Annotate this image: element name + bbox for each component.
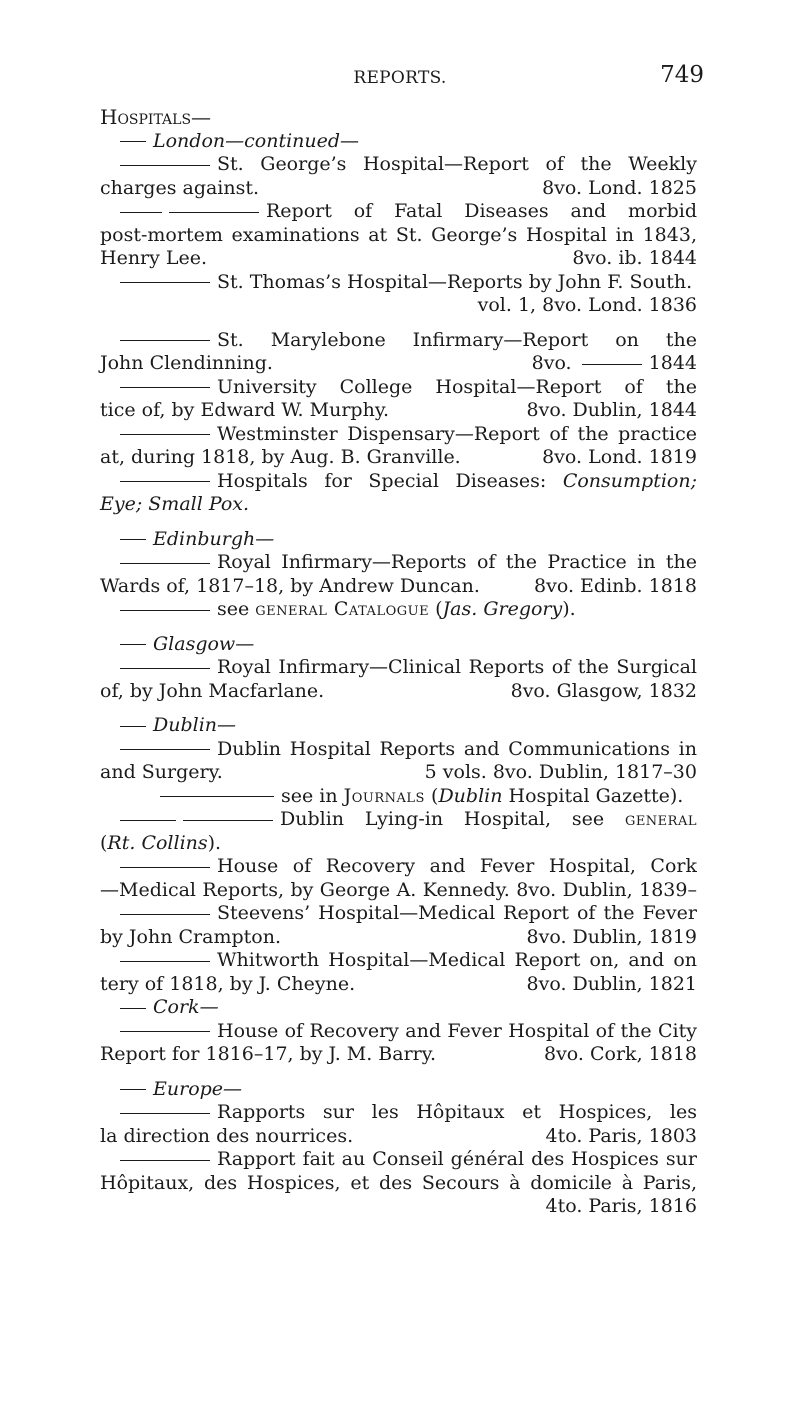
entry-dublin-lying-in: Dublin Lying-in Hospital, see general	[100, 808, 697, 832]
section-heading: Hospitals—	[100, 105, 212, 129]
imprint: 8vo. Glasgow, 1832	[510, 679, 697, 702]
entry-st-georges-weekly-board: St. George’s Hospital—Report of the Weekly	[100, 153, 697, 177]
subheading-dublin: Dublin—	[100, 714, 697, 738]
entry-special-diseases: Hospitals for Special Diseases: Consumption;	[100, 470, 697, 494]
entry-rapports-hopitaux: Rapports sur les Hôpitaux et Hospices, les	[100, 1101, 697, 1125]
page-number: 749	[660, 62, 704, 88]
entry-dublin-hospital-reports: Dublin Hospital Reports and Communications in	[100, 738, 697, 762]
subheading-europe: Europe—	[100, 1078, 697, 1102]
entry-see-journals: see in Journals (Dublin Hospital Gazette).	[100, 785, 697, 809]
imprint: 8vo. Lond. 1825	[542, 176, 697, 199]
entry-house-of-recovery-cork: House of Recovery and Fever Hospital of the City	[100, 1020, 697, 1044]
imprint: 8vo. Edinb. 1818	[534, 574, 697, 597]
imprint: 8vo. Dublin, 1844	[526, 399, 697, 421]
imprint: 5 vols. 8vo. Dublin, 1817–30	[424, 761, 697, 783]
entry-house-of-recovery-dublin: House of Recovery and Fever Hospital, Cork	[100, 855, 697, 879]
entry-steevens-hospital: Steevens’ Hospital—Medical Report of the Fever	[100, 902, 697, 926]
entry-see-general-catalogue: see general Catalogue (Jas. Gregory).	[100, 598, 697, 622]
imprint: vol. 1, 8vo. Lond. 1836	[477, 294, 697, 316]
subheading-edinburgh: Edinburgh—	[100, 528, 697, 552]
imprint: 8vo. Dublin, 1821	[526, 972, 697, 995]
entry-whitworth-hospital: Whitworth Hospital—Medical Report on, and on	[100, 949, 697, 973]
entry-st-thomas: St. Thomas’s Hospital—Reports by John F. South.	[100, 271, 697, 295]
subheading-cork: Cork—	[100, 996, 697, 1020]
imprint: 8vo. ib. 1844	[572, 247, 697, 269]
imprint: 8vo. Cork, 1818	[543, 1043, 697, 1065]
running-header	[100, 62, 704, 92]
entry-westminster-dispensary: Westminster Dispensary—Report of the practice	[100, 423, 697, 447]
entry-glasgow-royal-infirmary: Royal Infirmary—Clinical Reports of the Surgical	[100, 656, 697, 680]
subheading-london: London—continued—	[100, 130, 697, 154]
subheading-glasgow: Glasgow—	[100, 633, 697, 657]
imprint: 8vo. 1844	[531, 352, 697, 374]
imprint: 8vo. Lond. 1819	[542, 446, 697, 468]
running-title: REPORTS.	[353, 68, 447, 88]
imprint: 4to. Paris, 1816	[545, 1195, 697, 1217]
page-body: Hospitals— London—continued— St. George’s Hospital—Report of the Weekly charges against. 8vo. Lond. 1825 Report of Fatal Diseases and morbid post-mortem examinations at St. George’s Hospital in 1843, Henry Lee. 8vo. ib. 1844 St. Thomas’s Hospital—Reports by John F. South. vol. 1, 8vo. Lond. 1836 St. Marylebone Infirmary—Report on the John Clendinning. 8vo. 1844 University College Hospital—Report of the tice of, by Edward W. Murphy. 8vo. Dublin, 1844 Westminster Dispensary—Report of the practice at, during 1818, by Aug. B. Granville. 8vo. Lond. 1819 Hospitals for Special Diseases: Consumption; Eye; Small Pox. Edinburgh— Royal Infirmary—Reports of the Practice in the Wards of, 1817–18, by Andrew Duncan. 8vo. Edinb. 1818 see general Catalogue (Jas. Gregory). Glasgow— Royal Infirmary—Clinical Reports of the Surgical of, by John Macfarlane. 8vo. Glasgow, 1832 Dublin— Dublin Hospital Reports and Communications in and Surgery. 5 vols. 8vo. Dublin, 1817–30 see in Journals (Dublin Hospital Gazette). Dublin Lying-in Hospital, see general (Rt. Collins). House of Recovery and Fever Hospital, Cork —Medical Reports, by George A. Kennedy. 8vo. Dublin, 1839– Steevens’ Hospital—Medical Report of the Fever by John Crampton. 8vo. Dublin, 1819 Whitworth Hospital—Medical Report on, and on tery of 1818, by J. Cheyne. 8vo. Dublin, 1821 Cork— House of Recovery and Fever Hospital of the City Report for 1816–17, by J. M. Barry. 8vo. Cork, 1818 Europe— Rapports sur les Hôpitaux et Hospices, les la direction des nourrices. 4to. Paris, 1803 Rapport fait au Conseil général des Hospices sur Hôpitaux, des Hospices, et des Secours à domicile à Paris, 4to. Paris, 1816	[100, 105, 697, 1217]
imprint: 4to. Paris, 1803	[545, 1124, 697, 1147]
entry-fatal-diseases: Report of Fatal Diseases and morbid	[100, 200, 697, 224]
entry-university-college: University College Hospital—Report of the	[100, 376, 697, 400]
imprint: 8vo. Dublin, 1819	[526, 925, 697, 948]
entry-edinburgh-royal-infirmary: Royal Infirmary—Reports of the Practice in the	[100, 551, 697, 575]
entry-rapport-conseil-general: Rapport fait au Conseil général des Hospices sur	[100, 1148, 697, 1172]
entry-st-marylebone: St. Marylebone Infirmary—Report on the	[100, 329, 697, 353]
